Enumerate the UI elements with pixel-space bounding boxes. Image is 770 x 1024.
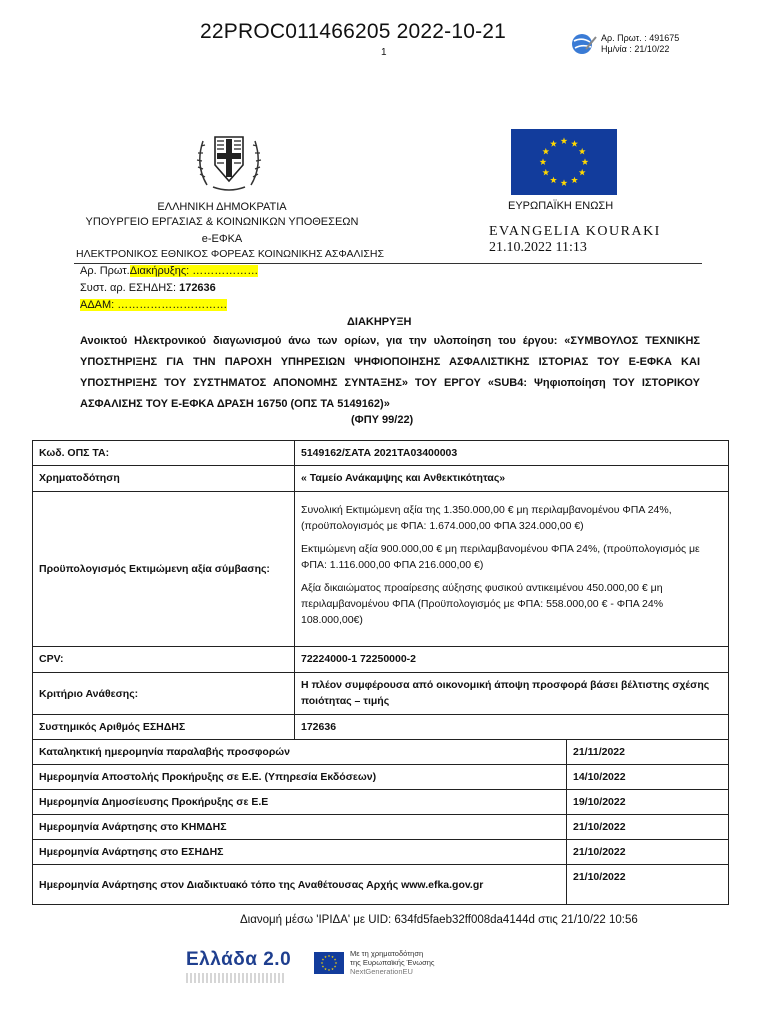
row-value: « Ταμείο Ανάκαμψης και Ανθεκτικότητας»	[295, 466, 729, 492]
table-row	[33, 840, 729, 865]
notice-fpy: (ΦΠΥ 99/22)	[351, 414, 414, 426]
protocol-line	[80, 265, 258, 277]
eu-funding-line-1: Με τη χρηματοδότηση	[350, 949, 424, 958]
row-label: Κριτήριο Ανάθεσης:	[33, 673, 295, 715]
row-value: 72224000-1 72250000-2	[295, 647, 729, 673]
eu-star-icon	[335, 961, 337, 963]
eu-star-icon	[550, 177, 557, 184]
date-value: 21/10/2022	[567, 815, 729, 840]
row-label: Χρηματοδότηση	[33, 466, 295, 492]
eshdhs-value: 172636	[179, 282, 216, 294]
stamp-globe-icon	[570, 31, 598, 57]
date-label: Καταληκτική ημερομηνία παραλαβής προσφορών	[33, 740, 567, 765]
eu-star-icon	[540, 158, 547, 165]
document-id: 22PROC011466205 2022-10-21	[200, 20, 507, 43]
row-label: Προϋπολογισμός Εκτιμώμενη αξία σύμβασης:	[33, 492, 295, 647]
eu-star-icon	[331, 955, 333, 957]
notice-title: ΔΙΑΚΗΡΥΞΗ	[347, 316, 412, 328]
date-label: Ημερομηνία Ανάρτησης στο ΚΗΜΔΗΣ	[33, 815, 567, 840]
greek-emblem-logo	[193, 125, 265, 196]
date-label: Ημερομηνία Αποστολής Προκήρυξης σε Ε.Ε. (Υπηρεσία Εκδόσεων)	[33, 765, 567, 790]
budget-cell	[295, 492, 729, 647]
row-value: 172636	[295, 715, 729, 740]
protocol-value: Διακήρυξης: ………………	[129, 265, 259, 277]
adam-value: ΑΔΑΜ: …………………………	[80, 299, 228, 311]
date-value: 14/10/2022	[567, 765, 729, 790]
eu-star-icon	[579, 148, 586, 155]
eu-funding-line-3: NextGenerationEU	[350, 967, 413, 976]
eu-label: ΕΥΡΩΠΑΪΚΗ ΕΝΩΣΗ	[508, 200, 614, 212]
table-row	[33, 466, 729, 492]
eu-star-icon	[321, 961, 323, 963]
eu-star-icon	[561, 179, 568, 186]
nextgen-eu-logo	[314, 949, 435, 976]
authority-line-2: ΥΠΟΥΡΓΕΙΟ ΕΡΓΑΣΙΑΣ & ΚΟΙΝΩΝΙΚΩΝ ΥΠΟΘΕΣΕΩΝ	[85, 216, 359, 228]
budget-option: Αξία δικαιώματος προαίρεσης αύξησης φυσικού αντικειμένου 450.000,00 € μη περιλαμβανομένου ΦΠΑ (Προϋπολογισμός με ΦΠΑ: 558.000,00 € - ΦΠΑ 24% 108.000,00€)	[301, 582, 664, 626]
row-label: Κωδ. ΟΠΣ ΤΑ:	[33, 441, 295, 466]
table-row	[33, 647, 729, 673]
row-value: Η πλέον συμφέρουσα από οικονομική άποψη προσφορά βάσει βέλτιστης σχέσης ποιότητας – τιμής	[295, 673, 729, 715]
eu-star-icon	[561, 137, 568, 144]
eshdhs-label: Συστ. αρ. ΕΣΗΔΗΣ:	[80, 282, 180, 294]
eu-star-icon	[324, 955, 326, 957]
greece-logo-text: Ελλάδα 2.0	[186, 949, 292, 970]
stamp-protocol: Αρ. Πρωτ. : 491675	[601, 33, 680, 43]
eu-star-icon	[334, 958, 336, 960]
date-value: 21/10/2022	[567, 865, 729, 905]
budget-estimated: Εκτιμώμενη αξία 900.000,00 € μη περιλαμβανομένου ΦΠΑ 24%, (προϋπολογισμός με ΦΠΑ: 1.116.000,00 ΦΠΑ 216.000,00 €)	[301, 543, 700, 571]
notice-subject: Ανοικτού Ηλεκτρονικού διαγωνισμού άνω των ορίων, για την υλοποίηση του έργου: «ΣΥΜΒΟΥΛΟΣ ΤΕΧΝΙΚΗΣ ΥΠΟΣΤΗΡΙΞΗΣ ΓΙΑ ΤΗΝ ΠΑΡΟΧΗ ΥΠΗΡΕΣΙΩΝ ΨΗΦΙΟΠΟΙΗΣΗΣ ΑΣΦΑΛΙΣΤΙΚΗΣ ΙΣΤΟΡΙΑΣ ΤΟΥ Ε-ΕΦΚΑ ΚΑΙ ΥΠΟΣΤΗΡΙΞΗΣ ΤΟΥ ΣΥΣΤΗΜΑΤΟΣ ΑΠΟΝΟΜΗΣ ΣΥΝΤΑΞΗΣ» ΤΟΥ ΕΡΓΟΥ «SUB4: Ψηφιοποίηση ΤΟΥ ΙΣΤΟΡΙΚΟΥ ΑΣΦΑΛΙΣΗΣ ΤΟΥ Ε-ΕΦΚΑ ΔΡΑΣΗ 16750 (ΟΠΣ ΤΑ 5149162)»	[80, 335, 700, 410]
eu-star-icon	[571, 140, 578, 147]
table-row	[33, 740, 729, 765]
eu-star-icon	[571, 177, 578, 184]
table-row	[33, 715, 729, 740]
tender-details-table	[32, 440, 729, 905]
row-value: 5149162/ΣΑΤΑ 2021ΤΑ03400003	[295, 441, 729, 466]
eu-star-icon	[542, 148, 549, 155]
date-value: 21/10/2022	[567, 840, 729, 865]
eu-star-icon	[334, 965, 336, 967]
eu-star-icon	[322, 965, 324, 967]
authority-line-1: ΕΛΛΗΝΙΚΗ ΔΗΜΟΚΡΑΤΙΑ	[157, 201, 287, 213]
date-label: Ημερομηνία Ανάρτησης στον Διαδικτυακό τόπο της Αναθέτουσας Αρχής www.efka.gov.gr	[33, 865, 567, 905]
date-value: 19/10/2022	[567, 790, 729, 815]
eu-star-icon	[328, 954, 330, 956]
signature-name: EVANGELIA KOURAKI	[489, 224, 661, 239]
eu-star-icon	[324, 967, 326, 969]
adam-line	[80, 299, 227, 311]
stamp-date: Ημ/νία : 21/10/22	[601, 44, 670, 54]
table-row	[33, 790, 729, 815]
greece-2-0-logo	[186, 949, 291, 983]
table-row	[33, 441, 729, 466]
distribution-note: Διανομή μέσω 'ΙΡΙΔΑ' με UID: 634fd5faeb32ff008da4144d στις 21/10/22 10:56	[240, 914, 638, 926]
eu-star-icon	[322, 958, 324, 960]
authority-line-3: e-ΕΦΚΑ	[201, 233, 243, 245]
table-row	[33, 673, 729, 715]
eu-star-icon	[579, 169, 586, 176]
protocol-label: Αρ. Πρωτ.	[80, 265, 130, 277]
eu-star-icon	[331, 967, 333, 969]
row-label: Συστημικός Αριθμός ΕΣΗΔΗΣ	[33, 715, 295, 740]
eu-star-icon	[550, 140, 557, 147]
row-label: CPV:	[33, 647, 295, 673]
authority-line-4: ΗΛΕΚΤΡΟΝΙΚΟΣ ΕΘΝΙΚΟΣ ΦΟΡΕΑΣ ΚΟΙΝΩΝΙΚΗΣ ΑΣΦΑΛΙΣΗΣ	[75, 248, 384, 260]
eu-flag-logo	[511, 129, 617, 195]
eu-mini-flag	[314, 952, 344, 974]
greece-logo-caption	[186, 973, 286, 983]
eu-star-icon	[542, 169, 549, 176]
date-label: Ημερομηνία Ανάρτησης στο ΕΣΗΔΗΣ	[33, 840, 567, 865]
page-number: 1	[381, 47, 387, 58]
budget-total: Συνολική Εκτιμώμενη αξία της 1.350.000,00 € μη περιλαμβανομένου ΦΠΑ 24%, (προϋπολογισμός με ΦΠΑ: 1.674.000,00 ΦΠΑ 324.000,00 €)	[301, 504, 672, 532]
eu-star-icon	[582, 158, 589, 165]
eshdhs-line	[80, 282, 216, 294]
stamp-text	[601, 33, 679, 55]
eu-funding-line-2: της Ευρωπαϊκής Ένωσης	[350, 958, 435, 967]
table-row	[33, 815, 729, 840]
table-row	[33, 865, 729, 905]
signature-date: 21.10.2022 11:13	[489, 240, 587, 255]
date-label: Ημερομηνία Δημοσίευσης Προκήρυξης σε Ε.Ε	[33, 790, 567, 815]
table-row	[33, 765, 729, 790]
eu-star-icon	[328, 968, 330, 970]
table-row	[33, 492, 729, 647]
header-divider	[74, 263, 702, 264]
date-value: 21/11/2022	[567, 740, 729, 765]
